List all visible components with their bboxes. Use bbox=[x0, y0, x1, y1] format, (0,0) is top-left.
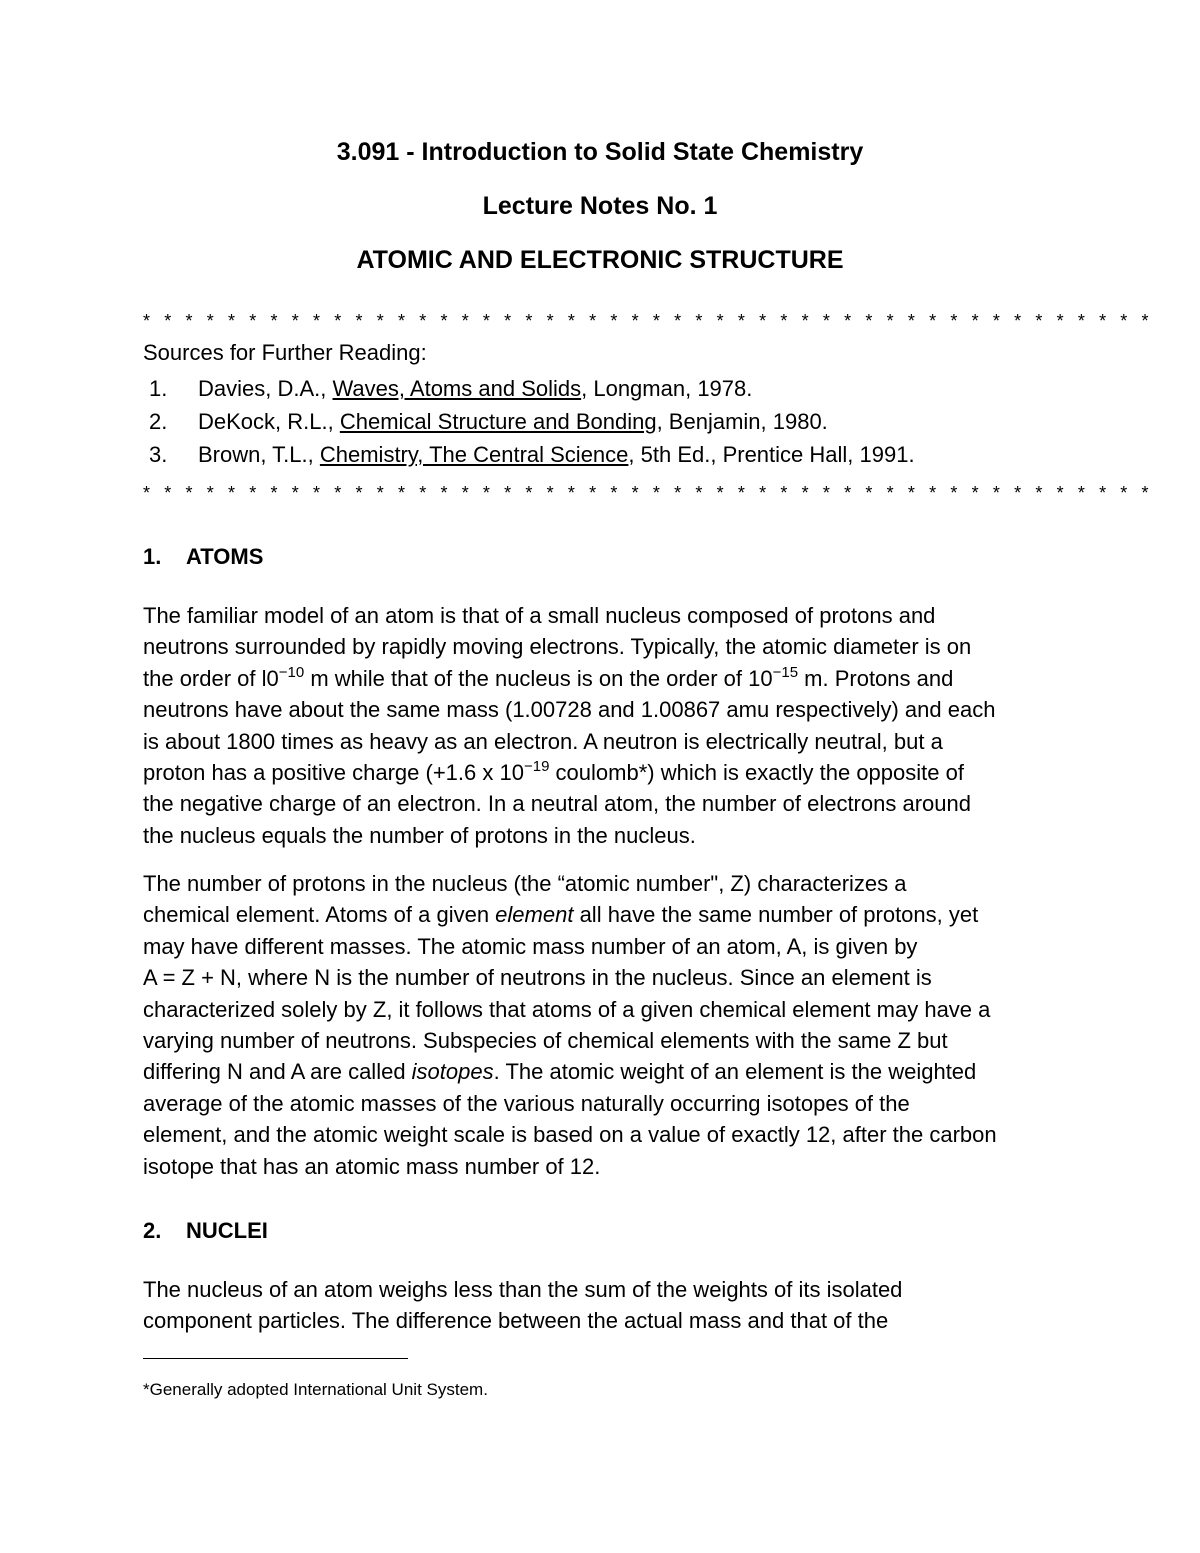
reference-number: 2. bbox=[149, 409, 168, 434]
text-line bbox=[143, 899, 1073, 930]
reference-number: 1. bbox=[149, 376, 168, 401]
sources-label: Sources for Further Reading: bbox=[143, 340, 427, 365]
text-line: A = Z + N, where N is the number of neutrons in the nucleus. Since an element is bbox=[143, 965, 932, 991]
text-line bbox=[143, 663, 1073, 694]
text-line: element, and the atomic weight scale is based on a value of exactly 12, after the carbon bbox=[143, 1122, 997, 1148]
text-run: differing N and A are called bbox=[143, 1059, 412, 1085]
text-line: is about 1800 times as heavy as an electron. A neutron is electrically neutral, but a bbox=[143, 728, 943, 754]
reference-publisher: , Benjamin, 1980. bbox=[656, 409, 828, 434]
asterisk-divider: * * * * * * * * * * * * * * * * * * * * * * * * * * * * * * * * * * * * * * * * * * * * * * * * bbox=[143, 483, 1154, 503]
reference-author: DeKock, R.L., bbox=[198, 409, 340, 434]
text-run: m while that of the nucleus is on the order of 10 bbox=[304, 665, 773, 691]
emphasis: isotopes bbox=[411, 1059, 494, 1085]
text-line: isotope that has an atomic mass number of 12. bbox=[143, 1153, 601, 1179]
paragraph-nuclei bbox=[143, 1274, 1073, 1337]
asterisk-divider: * * * * * * * * * * * * * * * * * * * * * * * * * * * * * * * * * * * * * * * * * * * * * * * * bbox=[143, 311, 1154, 331]
reference-author: Davies, D.A., bbox=[198, 376, 333, 401]
text-run: chemical element. Atoms of a given bbox=[143, 902, 496, 928]
document-heading: ATOMIC AND ELECTRONIC STRUCTURE bbox=[356, 246, 844, 274]
text-line bbox=[143, 1056, 1073, 1087]
section-heading-atoms bbox=[143, 544, 263, 570]
exponent: −19 bbox=[523, 758, 550, 776]
section-heading-nuclei bbox=[143, 1218, 268, 1244]
document-title: 3.091 - Introduction to Solid State Chemistry bbox=[336, 138, 864, 166]
document-subtitle: Lecture Notes No. 1 bbox=[482, 192, 718, 220]
text-run: proton has a positive charge (+1.6 x 10 bbox=[143, 760, 524, 786]
text-run: coulomb*) which is exactly the opposite of bbox=[549, 760, 964, 786]
section-title: NUCLEI bbox=[186, 1218, 268, 1243]
text-line: characterized solely by Z, it follows that atoms of a given chemical element may have a bbox=[143, 996, 991, 1022]
text-line: the negative charge of an electron. In a neutral atom, the number of electrons around bbox=[143, 791, 971, 817]
reference-publisher: , Longman, 1978. bbox=[581, 376, 753, 401]
text-line: The nucleus of an atom weighs less than the sum of the weights of its isolated bbox=[143, 1277, 903, 1302]
text-line: The number of protons in the nucleus (the “atomic number", Z) characterizes a bbox=[143, 871, 907, 896]
reference-publisher: , 5th Ed., Prentice Hall, 1991. bbox=[628, 442, 915, 467]
reference-author: Brown, T.L., bbox=[198, 442, 320, 467]
section-title: ATOMS bbox=[186, 544, 264, 569]
text-run: m. Protons and bbox=[798, 665, 954, 691]
reference-number: 3. bbox=[149, 442, 168, 467]
exponent: −10 bbox=[278, 663, 305, 681]
reference-book-title: Chemistry, The Central Science bbox=[319, 442, 629, 467]
section-number: 2. bbox=[143, 1218, 162, 1243]
reference-item bbox=[143, 442, 915, 468]
text-run: . The atomic weight of an element is the weighted bbox=[493, 1059, 977, 1085]
text-run: all have the same number of protons, yet bbox=[573, 902, 979, 928]
text-line: neutrons surrounded by rapidly moving electrons. Typically, the atomic diameter is on bbox=[143, 634, 972, 660]
footnote-rule bbox=[143, 1358, 408, 1359]
reference-book-title: Chemical Structure and Bonding bbox=[339, 409, 657, 434]
footnote: *Generally adopted International Unit System. bbox=[143, 1380, 488, 1399]
emphasis: element bbox=[495, 902, 574, 928]
text-line: component particles. The difference between the actual mass and that of the bbox=[143, 1308, 889, 1334]
exponent: −15 bbox=[772, 663, 799, 681]
text-line: neutrons have about the same mass (1.00728 and 1.00867 amu respectively) and each bbox=[143, 697, 996, 723]
text-line: The familiar model of an atom is that of a small nucleus composed of protons and bbox=[143, 603, 936, 628]
paragraph-atoms bbox=[143, 600, 1073, 851]
reference-book-title: Waves, Atoms and Solids bbox=[332, 376, 582, 401]
reference-item bbox=[143, 376, 752, 402]
text-line: average of the atomic masses of the various naturally occurring isotopes of the bbox=[143, 1090, 910, 1116]
section-number: 1. bbox=[143, 544, 162, 569]
text-line: the nucleus equals the number of protons in the nucleus. bbox=[143, 822, 696, 848]
reference-item bbox=[143, 409, 828, 435]
text-run: the order of l0 bbox=[143, 665, 279, 691]
paragraph-atomic-number bbox=[143, 868, 1073, 1182]
text-line: varying number of neutrons. Subspecies of chemical elements with the same Z but bbox=[143, 1028, 948, 1054]
text-line bbox=[143, 757, 1073, 788]
text-line: may have different masses. The atomic mass number of an atom, A, is given by bbox=[143, 933, 918, 959]
